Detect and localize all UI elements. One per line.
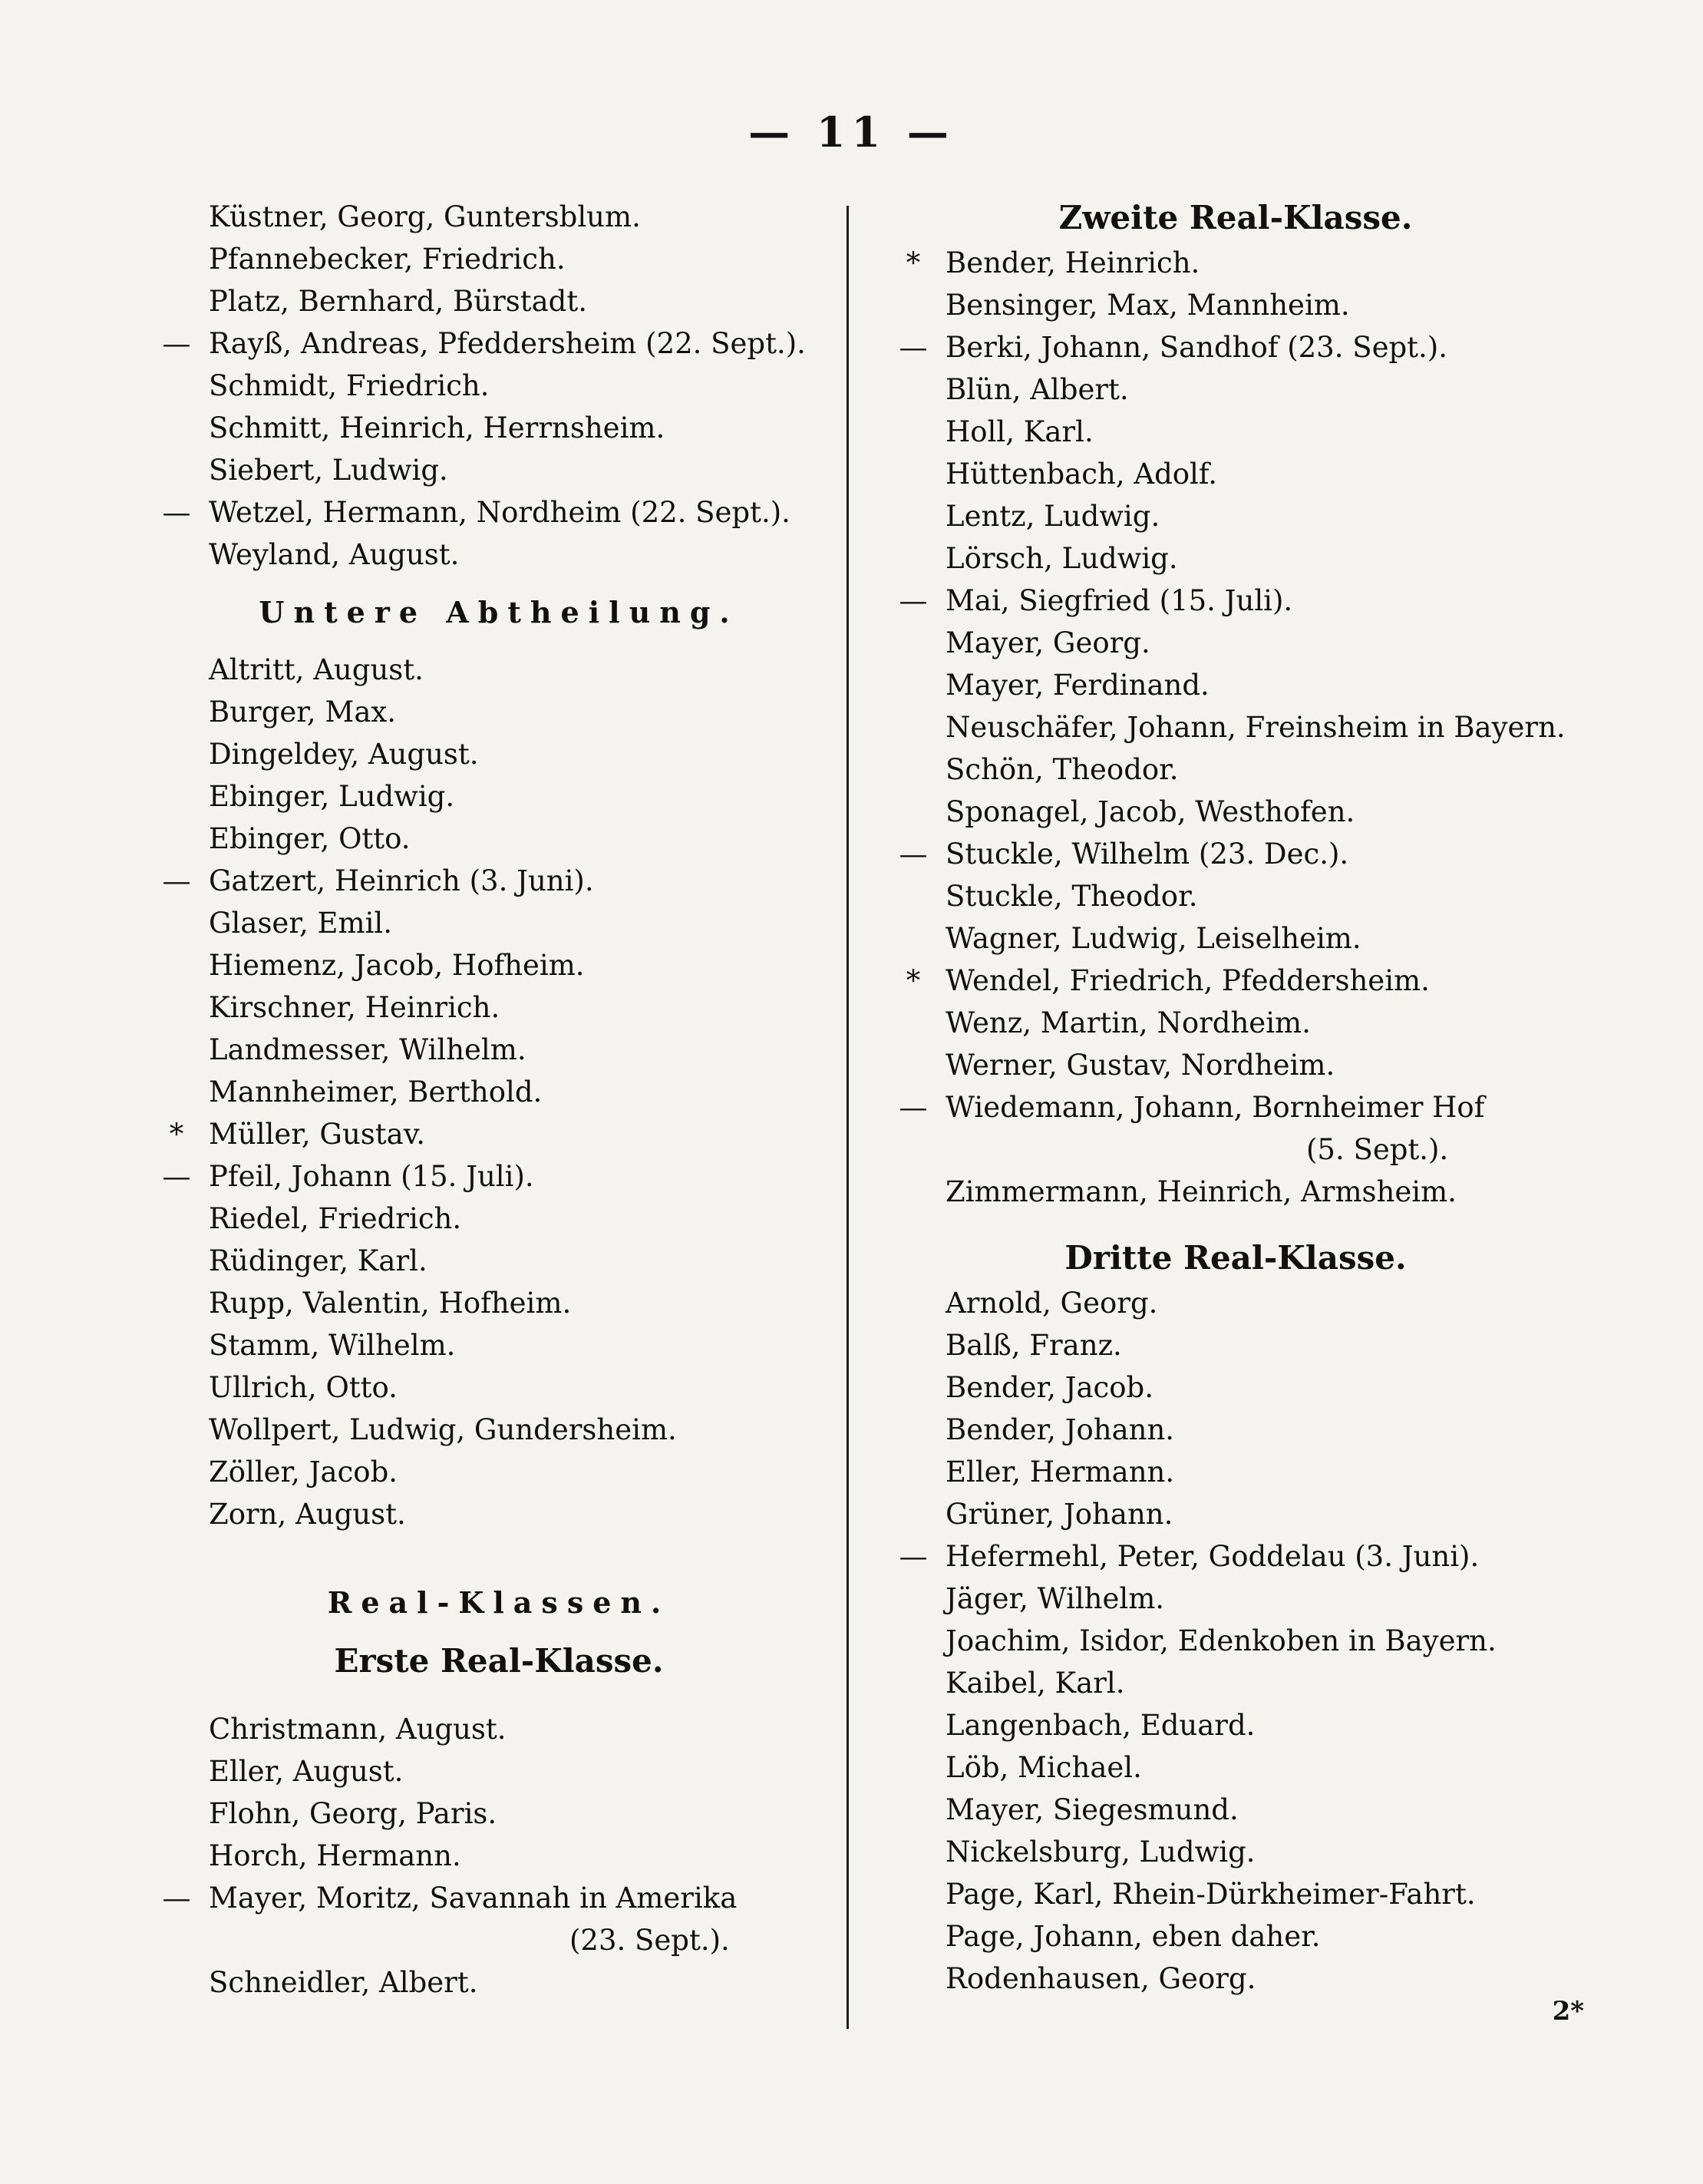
list-item [153, 1493, 844, 1535]
entry-text: Weyland, August. [209, 538, 460, 571]
list-item [890, 1493, 1581, 1535]
entry-marker: — [162, 1882, 191, 1915]
erste-list [153, 1708, 844, 2004]
entry-text: Pfannebecker, Friedrich. [209, 243, 566, 276]
list-item [890, 284, 1581, 326]
entry-text: Zorn, August. [209, 1498, 406, 1531]
list-item [153, 365, 844, 407]
entry-marker: — [162, 496, 191, 529]
entry-text: Holl, Karl. [946, 415, 1094, 448]
list-item [153, 1835, 844, 1877]
entry-text: Wollpert, Ludwig, Gundersheim. [209, 1413, 677, 1446]
entry-text: Christmann, August. [209, 1713, 507, 1746]
entry-marker: — [162, 327, 191, 360]
list-item [890, 833, 1581, 875]
signature-mark: 2* [1552, 1996, 1584, 2027]
list-item [153, 1155, 844, 1198]
list-item [153, 944, 844, 986]
entry-text: Schmidt, Friedrich. [209, 369, 490, 402]
entry-marker: * [169, 1118, 184, 1151]
entry-text: Müller, Gustav. [209, 1118, 425, 1151]
list-item [890, 1535, 1581, 1578]
section-heading-untere: Untere Abtheilung. [259, 595, 739, 629]
spacer [153, 1685, 844, 1708]
entry-marker: — [899, 1091, 928, 1124]
entry-text: Arnold, Georg. [946, 1287, 1158, 1320]
list-item [153, 1877, 844, 1961]
entry-text: Werner, Gustav, Nordheim. [946, 1049, 1335, 1082]
entry-text: Landmesser, Wilhelm. [209, 1033, 526, 1066]
list-item [153, 1198, 844, 1240]
entry-text: Rüdinger, Karl. [209, 1244, 427, 1277]
entry-text: Mayer, Georg. [946, 626, 1150, 659]
list-item [890, 664, 1581, 706]
entry-text: Ullrich, Otto. [209, 1371, 398, 1404]
entry-text: Langenbach, Eduard. [946, 1709, 1256, 1742]
list-item [890, 453, 1581, 495]
entry-text: Grüner, Johann. [946, 1498, 1173, 1531]
entry-text: Bender, Johann. [946, 1413, 1175, 1446]
entry-marker: — [899, 331, 928, 364]
entry-text: Hefermehl, Peter, Goddelau (3. Juni). [946, 1540, 1480, 1573]
entry-text: Burger, Max. [209, 696, 397, 729]
entry-text: Bender, Jacob. [946, 1371, 1153, 1404]
list-item [890, 1578, 1581, 1620]
list-item [153, 1324, 844, 1366]
list-item [153, 775, 844, 818]
entry-text: Wendel, Friedrich, Pfeddersheim. [946, 964, 1430, 997]
list-item [890, 495, 1581, 537]
entry-text: Platz, Bernhard, Bürstadt. [209, 285, 587, 318]
entry-text: Riedel, Friedrich. [209, 1202, 462, 1235]
list-item [153, 280, 844, 322]
column-divider [847, 206, 849, 2029]
entry-text: Berki, Johann, Sandhof (23. Sept.). [946, 331, 1448, 364]
list-item [890, 1958, 1581, 2000]
entry-text: Kaibel, Karl. [946, 1667, 1125, 1700]
entry-text: Mayer, Siegesmund. [946, 1793, 1239, 1826]
list-item [890, 580, 1581, 622]
list-item [890, 1873, 1581, 1915]
entry-text: Hiemenz, Jacob, Hofheim. [209, 949, 585, 982]
entry-marker: — [162, 864, 191, 897]
list-item [890, 242, 1581, 284]
entry-text: Lentz, Ludwig. [946, 500, 1160, 533]
list-item [890, 875, 1581, 917]
entry-text: Page, Johann, eben daher. [946, 1920, 1321, 1953]
list-item [890, 1044, 1581, 1086]
entry-text: Bender, Heinrich. [946, 246, 1200, 279]
list-item [890, 326, 1581, 368]
entry-text: Rayß, Andreas, Pfeddersheim (22. Sept.). [209, 327, 806, 360]
entry-text: Wiedemann, Johann, Bornheimer Hof [946, 1091, 1485, 1124]
list-item [153, 238, 844, 280]
list-item [153, 1113, 844, 1155]
entry-text: Mai, Siegfried (15. Juli). [946, 584, 1293, 617]
entry-text: Wagner, Ludwig, Leiselheim. [946, 922, 1361, 955]
entry-text: Kirschner, Heinrich. [209, 991, 500, 1024]
entry-text: Wenz, Martin, Nordheim. [946, 1006, 1311, 1039]
entry-text: Balß, Franz. [946, 1329, 1122, 1362]
list-item [890, 791, 1581, 833]
entry-text: Flohn, Georg, Paris. [209, 1797, 497, 1830]
list-item [890, 1171, 1581, 1213]
entry-text: Mayer, Moritz, Savannah in Amerika [209, 1882, 738, 1915]
list-item [153, 449, 844, 491]
list-item [153, 1282, 844, 1324]
entry-text: Zöller, Jacob. [209, 1455, 398, 1488]
list-item [153, 1750, 844, 1792]
continued-list [153, 196, 844, 576]
spacer [153, 1535, 844, 1566]
untere-list [153, 649, 844, 1535]
entry-text: Jäger, Wilhelm. [946, 1582, 1165, 1615]
entry-text: Zimmermann, Heinrich, Armsheim. [946, 1175, 1457, 1208]
entry-marker: — [899, 838, 928, 871]
list-item [153, 1409, 844, 1451]
entry-text: Hüttenbach, Adolf. [946, 458, 1218, 491]
entry-text-continued: (5. Sept.). [1306, 1133, 1449, 1166]
zweite-list [890, 242, 1581, 1213]
list-item [153, 1240, 844, 1282]
list-item [890, 1746, 1581, 1789]
entry-text: Stuckle, Theodor. [946, 880, 1198, 913]
entry-marker: * [906, 246, 921, 279]
page-number: — 11 — [748, 107, 955, 157]
list-item [890, 622, 1581, 664]
entry-text: Siebert, Ludwig. [209, 454, 448, 487]
entry-text: Schön, Theodor. [946, 753, 1179, 786]
list-item [153, 902, 844, 944]
list-item [890, 1324, 1581, 1366]
entry-text: Page, Karl, Rhein-Dürkheimer-Fahrt. [946, 1878, 1476, 1911]
entry-marker: — [899, 584, 928, 617]
entry-text: Schmitt, Heinrich, Herrnsheim. [209, 411, 665, 444]
list-item [890, 411, 1581, 453]
list-item [890, 1002, 1581, 1044]
entry-text: Blün, Albert. [946, 373, 1129, 406]
entry-text-continued: (23. Sept.). [569, 1924, 730, 1957]
list-item [890, 1409, 1581, 1451]
list-item [153, 1961, 844, 2004]
entry-text: Nickelsburg, Ludwig. [946, 1835, 1256, 1868]
entry-text: Joachim, Isidor, Edenkoben in Bayern. [946, 1624, 1497, 1657]
list-item [890, 1915, 1581, 1958]
list-item [153, 1792, 844, 1835]
list-item [153, 649, 844, 691]
list-item [153, 1071, 844, 1113]
list-item [890, 1789, 1581, 1831]
entry-text: Altritt, August. [209, 653, 424, 686]
section-heading-dritte: Dritte Real-Klasse. [1064, 1239, 1407, 1277]
entry-text: Stamm, Wilhelm. [209, 1329, 456, 1362]
entry-text: Glaser, Emil. [209, 907, 393, 940]
list-item [153, 691, 844, 733]
list-item [890, 1704, 1581, 1746]
entry-text: Löb, Michael. [946, 1751, 1142, 1784]
section-heading-zweite: Zweite Real-Klasse. [1058, 199, 1413, 236]
entry-text: Ebinger, Otto. [209, 822, 411, 855]
entry-text: Pfeil, Johann (15. Juli). [209, 1160, 534, 1193]
entry-text: Horch, Hermann. [209, 1839, 461, 1872]
spacer [890, 1213, 1581, 1236]
list-item [890, 917, 1581, 960]
list-item [153, 818, 844, 860]
list-item [890, 1086, 1581, 1171]
entry-text: Küstner, Georg, Guntersblum. [209, 200, 641, 233]
entry-text: Mannheimer, Berthold. [209, 1075, 543, 1109]
entry-text: Wetzel, Hermann, Nordheim (22. Sept.). [209, 496, 790, 529]
dritte-list [890, 1282, 1581, 2000]
section-heading-real-klassen: Real-Klassen. [327, 1585, 671, 1620]
entry-marker: — [899, 1540, 928, 1573]
list-item [153, 1029, 844, 1071]
left-column [153, 196, 844, 2004]
entry-text: Sponagel, Jacob, Westhofen. [946, 795, 1355, 828]
list-item [153, 407, 844, 449]
entry-marker: * [906, 964, 921, 997]
entry-text: Bensinger, Max, Mannheim. [946, 289, 1350, 322]
list-item [153, 322, 844, 365]
entry-text: Gatzert, Heinrich (3. Juni). [209, 864, 594, 897]
list-item [153, 491, 844, 534]
list-item [890, 1451, 1581, 1493]
list-item [153, 1451, 844, 1493]
list-item [153, 534, 844, 576]
list-item [153, 1708, 844, 1750]
list-item [890, 368, 1581, 411]
entry-text: Eller, August. [209, 1755, 404, 1788]
entry-text: Mayer, Ferdinand. [946, 669, 1210, 702]
entry-marker: — [162, 1160, 191, 1193]
list-item [890, 537, 1581, 580]
list-item [890, 748, 1581, 791]
list-item [890, 706, 1581, 748]
entry-text: Schneidler, Albert. [209, 1966, 478, 1999]
entry-text: Stuckle, Wilhelm (23. Dec.). [946, 838, 1349, 871]
list-item [890, 1620, 1581, 1662]
entry-text: Dingeldey, August. [209, 738, 479, 771]
entry-text: Rupp, Valentin, Hofheim. [209, 1287, 572, 1320]
list-item [890, 1662, 1581, 1704]
entry-text: Ebinger, Ludwig. [209, 780, 455, 813]
right-column [890, 196, 1581, 2000]
entry-text: Eller, Hermann. [946, 1455, 1175, 1488]
entry-text: Lörsch, Ludwig. [946, 542, 1178, 575]
list-item [153, 1366, 844, 1409]
list-item [153, 196, 844, 238]
list-item [890, 960, 1581, 1002]
list-item [153, 733, 844, 775]
section-heading-erste: Erste Real-Klasse. [334, 1642, 664, 1680]
list-item [890, 1282, 1581, 1324]
list-item [890, 1366, 1581, 1409]
list-item [153, 860, 844, 902]
list-item [890, 1831, 1581, 1873]
entry-text: Neuschäfer, Johann, Freinsheim in Bayern. [946, 711, 1566, 744]
list-item [153, 986, 844, 1029]
entry-text: Rodenhausen, Georg. [946, 1962, 1256, 1995]
